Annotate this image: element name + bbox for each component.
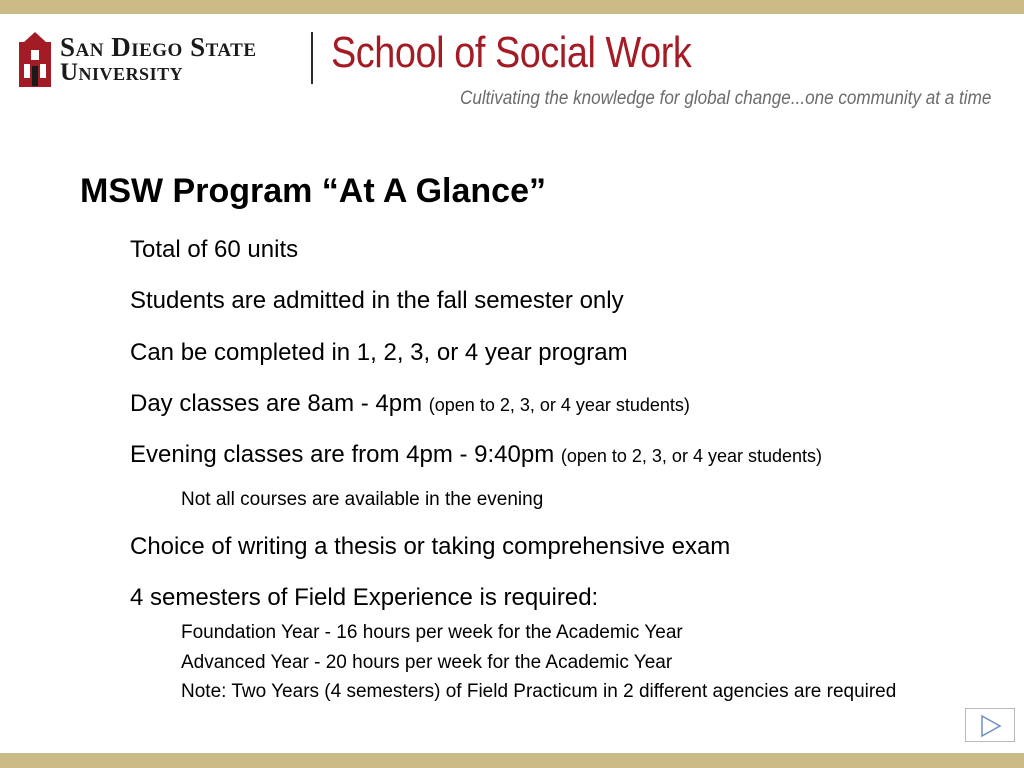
bullet-text: Choice of writing a thesis or taking comprehensive exam — [130, 533, 731, 560]
play-next-icon — [979, 714, 1003, 738]
bullet-text: Day classes are 8am - 4pm — [130, 390, 423, 417]
bullet-item — [130, 441, 822, 469]
bullet-text: Students are admitted in the fall semester only — [130, 287, 624, 314]
slide-title: MSW Program “At A Glance” — [80, 172, 546, 210]
sub-bullet-item: Foundation Year - 16 hours per week for the Academic Year — [181, 622, 683, 643]
bullet-text: 4 semesters of Field Experience is required: — [130, 584, 599, 611]
sub-bullet-item: Note: Two Years (4 semesters) of Field Practicum in 2 different agencies are required — [181, 681, 897, 702]
next-slide-button[interactable] — [965, 708, 1015, 742]
sdsu-tower-logo-icon — [18, 30, 52, 88]
school-name: School of Social Work — [331, 28, 692, 77]
bullet-item — [130, 584, 598, 612]
bullet-text: Evening classes are from 4pm - 9:40pm — [130, 441, 555, 468]
header-divider — [311, 32, 313, 84]
university-name-line1: San Diego State — [60, 32, 257, 62]
bullet-note: (open to 2, 3, or 4 year students) — [428, 395, 690, 415]
bullet-text: Can be completed in 1, 2, 3, or 4 year program — [130, 339, 628, 366]
school-tagline: Cultivating the knowledge for global change...one community at a time — [460, 88, 992, 109]
bullet-text: Total of 60 units — [130, 236, 299, 263]
bullet-note: (open to 2, 3, or 4 year students) — [560, 446, 823, 466]
bottom-border-band — [0, 753, 1024, 768]
bullet-item — [130, 236, 298, 264]
bullet-item — [130, 339, 628, 367]
sub-bullet-item: Not all courses are available in the evening — [181, 489, 544, 510]
top-border-band — [0, 0, 1024, 14]
slide-header — [0, 14, 1024, 114]
sub-bullet-item: Advanced Year - 20 hours per week for the Academic Year — [181, 652, 673, 673]
university-name-line2: University — [60, 59, 184, 86]
bullet-item — [130, 287, 624, 315]
bullet-item — [130, 533, 730, 561]
bullet-item — [130, 390, 690, 418]
